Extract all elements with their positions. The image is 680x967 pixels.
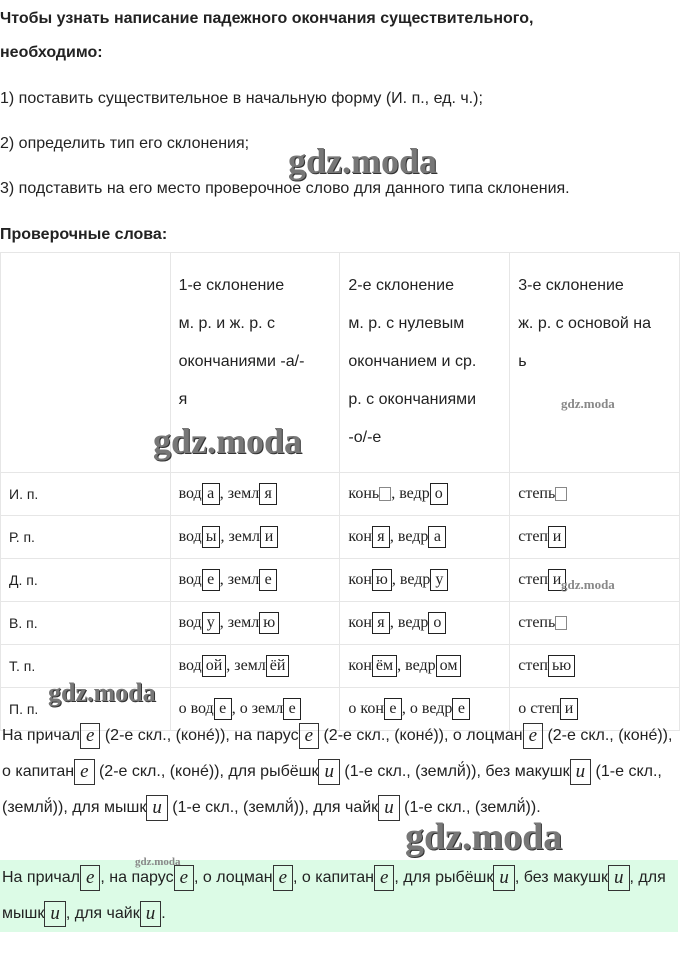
ending-box: е bbox=[174, 865, 194, 891]
word-stem: земл bbox=[227, 614, 260, 631]
ending-box: у bbox=[202, 612, 220, 634]
word-cell: кон я , ведр о bbox=[340, 602, 510, 645]
word-stem: степь bbox=[518, 614, 556, 631]
case-label: Т. п. bbox=[1, 645, 171, 688]
ending-box: е bbox=[74, 759, 94, 785]
watermark-small: gdz.moda bbox=[135, 856, 181, 868]
word-cell: кон ю , ведр у bbox=[340, 559, 510, 602]
word-cell: вод а , земл я bbox=[170, 473, 340, 516]
header-desc: -о/-е bbox=[348, 429, 382, 446]
word-cell bbox=[510, 645, 680, 688]
word-stem: ведр bbox=[399, 571, 431, 588]
step-2: 2) определить тип его склонения; bbox=[0, 135, 250, 152]
ending-box: и bbox=[570, 759, 592, 785]
word-stem: земл bbox=[227, 485, 260, 502]
ending-box: ю bbox=[259, 612, 279, 634]
ending-box: и bbox=[548, 526, 566, 548]
ending-box: е bbox=[374, 865, 394, 891]
word-stem: кон bbox=[348, 528, 372, 545]
word-stem: земл bbox=[234, 657, 266, 674]
ending-box: и bbox=[548, 569, 566, 591]
ending-box: и bbox=[140, 901, 162, 927]
ending-box: е bbox=[452, 698, 470, 720]
header-desc: ж. р. с основой на bbox=[518, 315, 652, 332]
word-cell: вод ы , земл и bbox=[170, 516, 340, 559]
table-row bbox=[1, 473, 680, 516]
ending-box: ой bbox=[202, 655, 227, 677]
ending-box: и bbox=[44, 901, 66, 927]
word-cell: вод у , земл ю bbox=[170, 602, 340, 645]
word-stem: о кон bbox=[348, 700, 384, 717]
text-segment: (2-е скл., (конé)), о капитан bbox=[2, 727, 673, 780]
ending-box: а bbox=[428, 526, 446, 548]
word-stem: кон bbox=[348, 657, 372, 674]
ending-box: и bbox=[560, 698, 578, 720]
word-stem: степ bbox=[518, 528, 548, 545]
word-stem: конь bbox=[348, 485, 380, 502]
word-cell: вод е , земл е bbox=[170, 559, 340, 602]
header-cell bbox=[170, 253, 340, 473]
header-desc: я bbox=[178, 391, 188, 408]
ending-box: е bbox=[299, 723, 319, 749]
word-cell bbox=[510, 473, 680, 516]
table-row bbox=[1, 645, 680, 688]
word-cell: вод ой , земл ёй bbox=[170, 645, 340, 688]
text-segment: (1-е скл., (землй́)), для чайк bbox=[167, 799, 379, 816]
watermark: gdz.moda bbox=[405, 816, 563, 858]
ending-box: ёй bbox=[266, 655, 290, 677]
word-stem: ведр bbox=[405, 657, 436, 674]
step-1: 1) поставить существительное в начальную форму (И. п., ед. ч.); bbox=[0, 90, 483, 107]
word-cell bbox=[510, 602, 680, 645]
answer-block bbox=[0, 860, 678, 932]
text-segment: , без макушк bbox=[514, 869, 608, 886]
ending-box: и bbox=[608, 865, 630, 891]
word-stem: земл bbox=[227, 571, 260, 588]
empty-ending-box bbox=[555, 616, 567, 630]
ending-box: о bbox=[428, 612, 446, 634]
watermark-small: gdz.moda bbox=[561, 577, 615, 592]
text-segment: , для рыбёшк bbox=[394, 869, 494, 886]
header-desc: р. с окончаниями bbox=[348, 391, 477, 408]
ending-box: е bbox=[523, 723, 543, 749]
ending-box: е bbox=[384, 698, 402, 720]
text-segment: , для чайк bbox=[65, 905, 140, 922]
explanation-text bbox=[0, 718, 678, 826]
ending-box: и bbox=[378, 795, 400, 821]
text-segment: . bbox=[161, 905, 166, 922]
word-stem: вод bbox=[178, 571, 202, 588]
case-label: П. п. bbox=[1, 688, 171, 731]
text-segment: На причал bbox=[2, 869, 80, 886]
text-segment: (1-е скл., (землй́)), для мышк bbox=[2, 763, 662, 816]
watermark-small: gdz.moda bbox=[561, 396, 615, 411]
empty-ending-box bbox=[555, 487, 567, 501]
header-desc: ь bbox=[518, 353, 527, 370]
ending-box: ы bbox=[202, 526, 221, 548]
word-cell: кон я , ведр а bbox=[340, 516, 510, 559]
word-stem: о вод bbox=[178, 700, 214, 717]
text-segment: (2-е скл., (конé)), о лоцман bbox=[319, 727, 523, 744]
watermark: gdz.moda bbox=[153, 421, 303, 461]
ending-box: я bbox=[372, 526, 390, 548]
word-cell: о вод е , о земл е bbox=[170, 688, 340, 731]
table-row bbox=[1, 602, 680, 645]
ending-box: и bbox=[146, 795, 168, 821]
word-stem: вод bbox=[178, 614, 202, 631]
text-segment: , на парус bbox=[100, 869, 174, 886]
word-cell: кон ём , ведр ом bbox=[340, 645, 510, 688]
ending-box: е bbox=[283, 698, 301, 720]
ending-box: е bbox=[202, 569, 220, 591]
text-segment: (2-е скл., (конé)), на парус bbox=[100, 727, 299, 744]
header-title: 2-е склонение bbox=[348, 277, 454, 294]
watermark: gdz.moda bbox=[288, 141, 438, 181]
word-stem: степ bbox=[518, 571, 548, 588]
word-cell: о кон е , о ведр е bbox=[340, 688, 510, 731]
heading-line1: Чтобы узнать написание падежного окончания существительного, bbox=[0, 10, 534, 27]
header-desc: окончанием и ср. bbox=[348, 353, 477, 370]
word-stem: кон bbox=[348, 614, 372, 631]
text-segment: , о капитан bbox=[293, 869, 374, 886]
word-stem: ведр bbox=[397, 528, 429, 545]
empty-ending-box bbox=[379, 487, 391, 501]
text-segment: На причал bbox=[2, 727, 80, 744]
text-segment: (1-е скл., (землй́)), без макушк bbox=[339, 763, 570, 780]
ending-box: ём bbox=[372, 655, 397, 677]
ending-box: и bbox=[260, 526, 278, 548]
header-cell bbox=[510, 253, 680, 473]
case-label: Р. п. bbox=[1, 516, 171, 559]
word-cell bbox=[510, 516, 680, 559]
text-segment: , о лоцман bbox=[194, 869, 273, 886]
ending-box: я bbox=[372, 612, 390, 634]
ending-box: и bbox=[318, 759, 340, 785]
word-stem: вод bbox=[178, 528, 202, 545]
word-stem: о степ bbox=[518, 700, 560, 717]
header-desc: окончаниями -а/- bbox=[178, 353, 305, 370]
declension-table bbox=[0, 252, 680, 731]
header-title: 1-е склонение bbox=[178, 277, 285, 294]
check-words-label: Проверочные слова: bbox=[0, 226, 168, 243]
ending-box: ью bbox=[548, 655, 575, 677]
step-3: 3) подставить на его место проверочное слово для данного типа склонения. bbox=[0, 180, 570, 197]
ending-box: е bbox=[273, 865, 293, 891]
word-stem: о земл bbox=[239, 700, 284, 717]
header-desc: м. р. и ж. р. с bbox=[178, 315, 276, 332]
word-stem: земл bbox=[228, 528, 260, 545]
ending-box: ю bbox=[372, 569, 392, 591]
text-segment: (2-е скл., (конé)), для рыбёшк bbox=[94, 763, 319, 780]
ending-box: а bbox=[202, 483, 220, 505]
ending-box: о bbox=[430, 483, 448, 505]
ending-box: я bbox=[259, 483, 277, 505]
word-stem: о ведр bbox=[409, 700, 453, 717]
header-cell bbox=[1, 253, 171, 473]
header-cell bbox=[340, 253, 510, 473]
word-stem: вод bbox=[178, 657, 202, 674]
word-stem: ведр bbox=[399, 485, 430, 502]
table-row bbox=[1, 516, 680, 559]
case-label: В. п. bbox=[1, 602, 171, 645]
header-title: 3-е склонение bbox=[518, 277, 624, 294]
case-label: Д. п. bbox=[1, 559, 171, 602]
word-stem: вод bbox=[178, 485, 202, 502]
word-stem: кон bbox=[348, 571, 372, 588]
header-desc: м. р. с нулевым bbox=[348, 315, 465, 332]
word-stem: степ bbox=[518, 657, 548, 674]
ending-box: е bbox=[259, 569, 277, 591]
table-header-row bbox=[1, 253, 680, 473]
ending-box: ом bbox=[436, 655, 462, 677]
word-cell: конь , ведр о bbox=[340, 473, 510, 516]
case-label: И. п. bbox=[1, 473, 171, 516]
watermark: gdz.moda bbox=[48, 678, 156, 707]
ending-box: у bbox=[430, 569, 448, 591]
ending-box: е bbox=[80, 865, 100, 891]
word-stem: степь bbox=[518, 485, 556, 502]
ending-box: е bbox=[214, 698, 232, 720]
text-segment: (1-е скл., (землй́)). bbox=[399, 799, 541, 816]
text-segment: , для мышк bbox=[2, 869, 666, 922]
heading-line2: необходимо: bbox=[0, 44, 103, 61]
word-stem: ведр bbox=[397, 614, 429, 631]
ending-box: и bbox=[493, 865, 515, 891]
ending-box: е bbox=[80, 723, 100, 749]
